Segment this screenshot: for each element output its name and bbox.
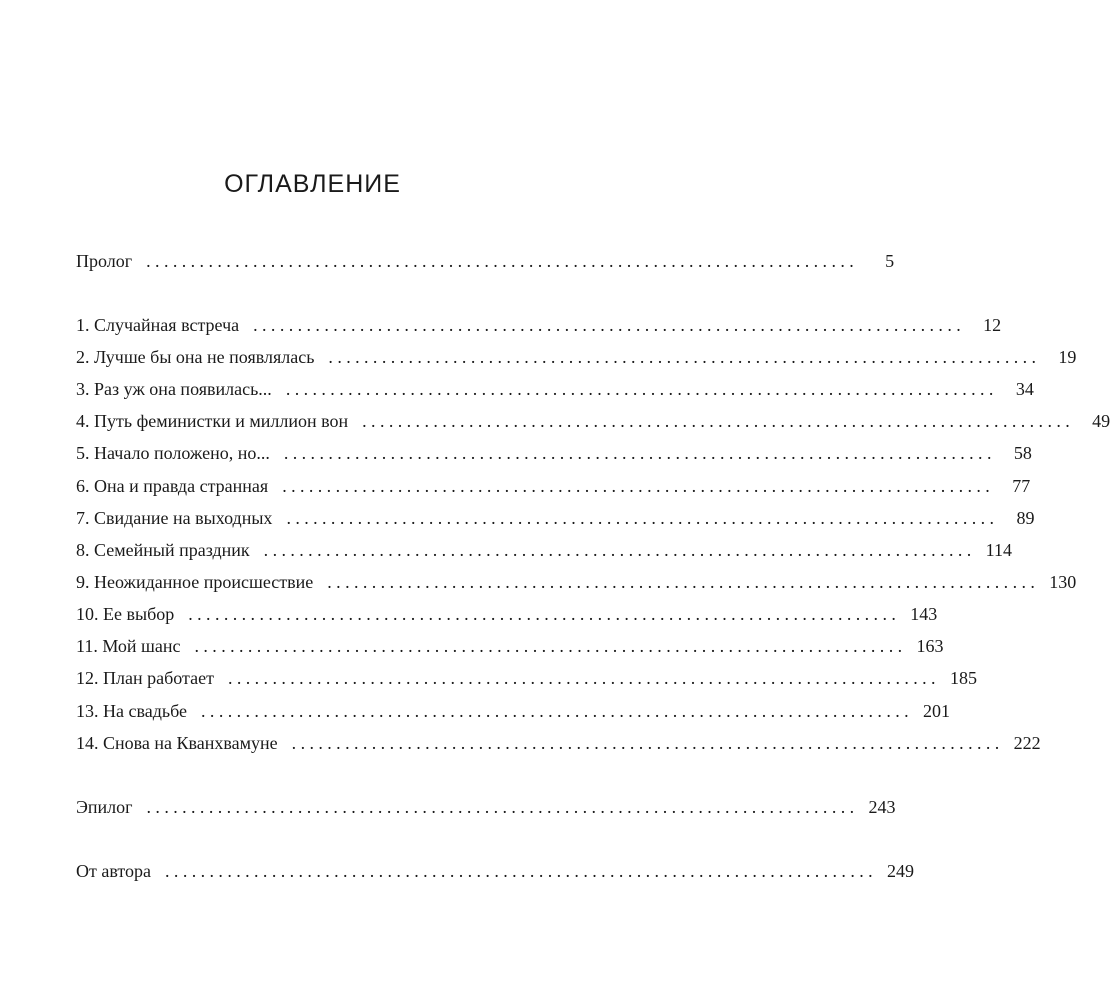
toc-entry-leader: ................................................................................ xyxy=(146,797,859,817)
toc-entry-page: 185 xyxy=(949,668,977,688)
toc-entry-leader: ................................................................................ xyxy=(227,668,940,688)
toc-entry-leader: ................................................................................ xyxy=(165,861,878,881)
toc-entry-page: 49 xyxy=(1092,411,1110,431)
toc-entry-chapter-13 xyxy=(76,699,951,723)
toc-entry-chapter-12 xyxy=(76,666,977,690)
toc-entry-chapter-7 xyxy=(76,506,1035,530)
toc-entry-chapter-10 xyxy=(76,602,938,626)
toc-entry-page: 249 xyxy=(887,861,915,881)
toc-entry-chapter-9 xyxy=(76,570,1077,594)
toc-entry-label: 14. Снова на Кванхвамуне xyxy=(76,733,278,753)
toc-title: ОГЛАВЛЕНИЕ xyxy=(224,170,401,198)
toc-entry-label: Эпилог xyxy=(76,797,133,817)
toc-entry-leader: ................................................................................ xyxy=(286,508,999,528)
toc-entry-chapter-5 xyxy=(76,441,1032,465)
toc-entry-leader: ................................................................................ xyxy=(285,379,998,399)
toc-entry-label: 6. Она и правда странная xyxy=(76,476,269,496)
toc-entry-page: 114 xyxy=(985,540,1013,560)
toc-entry-label: 12. План работает xyxy=(76,668,214,688)
toc-entry-label: 9. Неожиданное происшествие xyxy=(76,572,314,592)
toc-entry-leader: ................................................................................ xyxy=(253,315,966,335)
toc-entry-label: 4. Путь феминистки и миллион вон xyxy=(76,411,349,431)
toc-entry-page: 89 xyxy=(1016,508,1035,528)
toc-entry-chapter-6 xyxy=(76,474,1031,498)
toc-entry-page: 201 xyxy=(923,701,951,721)
toc-entry-page: 143 xyxy=(910,604,938,624)
toc-entry-chapter-3 xyxy=(76,377,1034,401)
toc-entry-leader: ................................................................................ xyxy=(201,701,914,721)
toc-entry-chapter-4 xyxy=(76,409,1110,433)
toc-entry-page: 77 xyxy=(1012,476,1031,496)
toc-entry-from-author xyxy=(76,859,915,883)
toc-entry-page: 163 xyxy=(916,636,944,656)
toc-entry-page: 19 xyxy=(1058,347,1077,367)
toc-entry-page: 12 xyxy=(983,315,1002,335)
toc-entry-leader: ................................................................................ xyxy=(188,604,901,624)
toc-entry-leader: ................................................................................ xyxy=(327,572,1040,592)
toc-entry-leader: ................................................................................ xyxy=(282,476,995,496)
toc-entry-label: 7. Свидание на выходных xyxy=(76,508,273,528)
toc-entry-label: 10. Ее выбор xyxy=(76,604,175,624)
toc-entry-page: 243 xyxy=(868,797,896,817)
toc-entry-label: 1. Случайная встреча xyxy=(76,315,240,335)
toc-entry-page: 34 xyxy=(1015,379,1034,399)
toc-entry-leader: ................................................................................ xyxy=(146,251,859,271)
toc-entry-label: 3. Раз уж она появилась... xyxy=(76,379,272,399)
toc-entry-leader: ................................................................................ xyxy=(362,411,1075,431)
toc-entry-prologue xyxy=(76,249,895,273)
toc-entry-page: 58 xyxy=(1013,443,1032,463)
toc-entry-label: От автора xyxy=(76,861,152,881)
toc-entry-chapter-8 xyxy=(76,538,1013,562)
toc-entry-leader: ................................................................................ xyxy=(328,347,1041,367)
toc-entry-epilogue xyxy=(76,795,896,819)
toc-entry-page: 222 xyxy=(1013,733,1041,753)
toc-entry-leader: ................................................................................ xyxy=(283,443,996,463)
toc-entry-chapter-11 xyxy=(76,634,944,658)
toc-entry-leader: ................................................................................ xyxy=(291,733,1004,753)
toc-entry-label: Пролог xyxy=(76,251,133,271)
toc-entry-chapter-14 xyxy=(76,731,1041,755)
toc-entry-chapter-1 xyxy=(76,313,1002,337)
toc-entry-page: 5 xyxy=(885,251,895,271)
toc-entry-label: 11. Мой шанс xyxy=(76,636,181,656)
toc-entry-chapter-2 xyxy=(76,345,1077,369)
toc-entry-leader: ................................................................................ xyxy=(194,636,907,656)
toc-entry-label: 2. Лучше бы она не появлялась xyxy=(76,347,315,367)
toc-entry-leader: ................................................................................ xyxy=(263,540,976,560)
toc-entry-label: 13. На свадьбе xyxy=(76,701,188,721)
toc-entry-page: 130 xyxy=(1049,572,1077,592)
toc-entry-label: 8. Семейный праздник xyxy=(76,540,250,560)
toc-entry-label: 5. Начало положено, но... xyxy=(76,443,270,463)
